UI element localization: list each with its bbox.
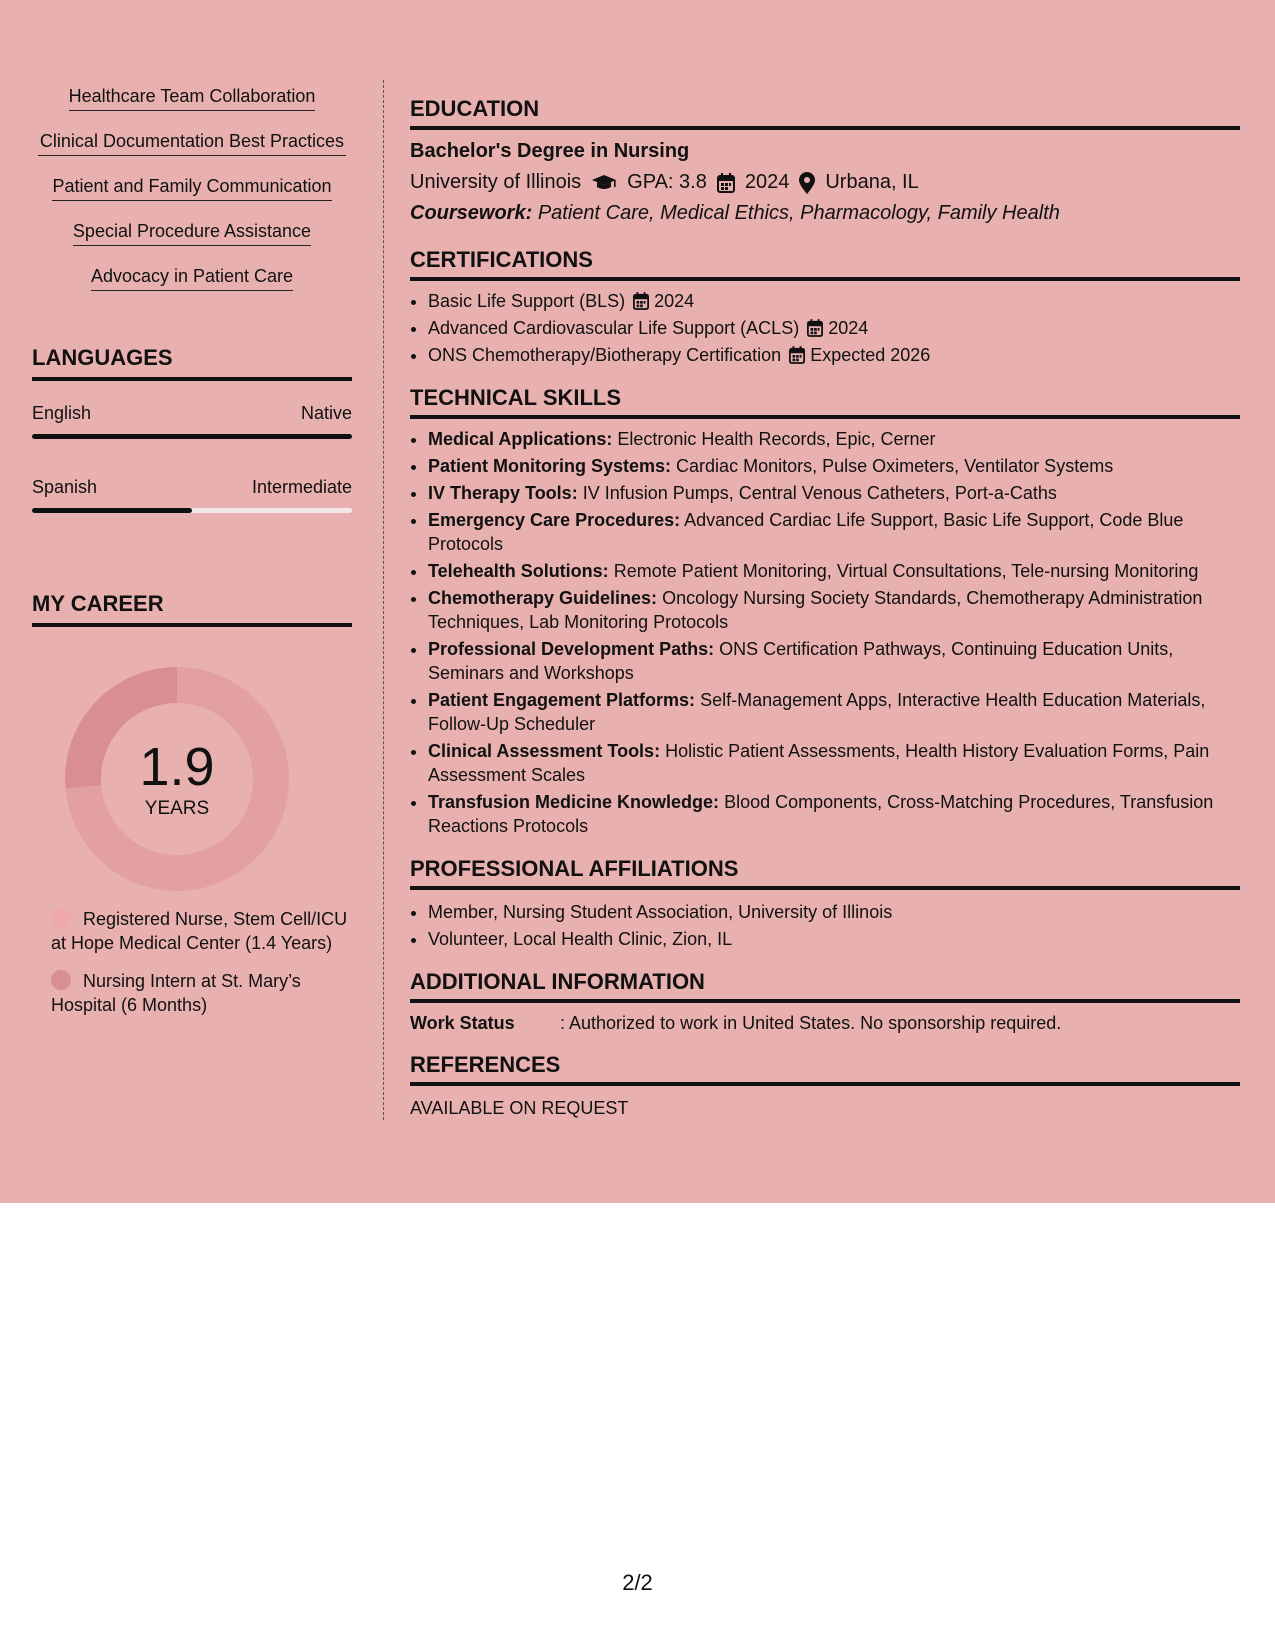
language-bar [32,508,352,513]
education-heading: EDUCATION [410,96,1240,130]
calendar-icon [633,292,649,310]
gpa: GPA: 3.8 [627,171,707,193]
references-text: AVAILABLE ON REQUEST [410,1098,629,1118]
additional-info-heading: ADDITIONAL INFORMATION [410,969,1240,1003]
certification-date: 2024 [828,318,869,338]
technical-skills-heading: TECHNICAL SKILLS [410,385,1240,419]
calendar-icon [717,173,735,193]
calendar-icon [807,319,823,337]
certification-name: Advanced Cardiovascular Life Support (ACLS) [428,318,800,338]
language-row [32,477,352,498]
skill-item: Clinical Documentation Best Practices [38,129,346,156]
references-heading: REFERENCES [410,1052,1240,1086]
skill-item: Special Procedure Assistance [73,219,311,246]
work-status-value: : Authorized to work in United States. No sponsorship required. [560,1013,1062,1033]
technical-skill-text: Self-Management Apps, Interactive Health Education Materials, Follow-Up Scheduler [428,690,1206,734]
coursework [410,202,1240,225]
certification-date-wrap [633,291,694,311]
language-level: Intermediate [251,477,352,497]
certifications-list [410,289,1240,367]
technical-skill-label: Emergency Care Procedures: [428,510,681,530]
affiliation-item: • Member, Nursing Student Association, University of Illinois [428,900,1240,924]
technical-skill-label: Chemotherapy Guidelines: [428,588,658,608]
technical-skill-item [428,508,1240,556]
additional-info-section [410,969,1240,1034]
affiliations-list [410,900,1240,951]
career-unit: YEARS [144,798,210,819]
certification-name: ONS Chemotherapy/Biotherapy Certification [428,345,782,365]
certifications-section [410,247,1240,367]
technical-skill-label: Professional Development Paths: [428,639,715,659]
language-bar-fill [32,434,352,439]
legend-dot [51,908,71,928]
certification-date: 2024 [654,291,695,311]
career-role: Nursing Intern at St. Mary’s Hospital (6 Months) [51,971,301,1015]
affiliation-item: • Volunteer, Local Health Clinic, Zion, IL [428,927,1240,951]
technical-skills-list [410,427,1240,838]
work-status-row [410,1013,1240,1034]
technical-skill-label: Medical Applications: [428,429,613,449]
certification-name: Basic Life Support (BLS) [428,291,626,311]
language-name: Spanish [32,477,98,497]
languages-section [32,345,352,513]
languages-heading: LANGUAGES [32,345,352,381]
skill-item: Healthcare Team Collaboration [69,84,316,111]
column-divider [383,80,384,1120]
technical-skill-item [428,739,1240,787]
language-level: Native [300,403,352,423]
page-number: 2/2 [622,1570,653,1595]
right-column [410,96,1240,1119]
language-row [32,403,352,424]
technical-skill-item [428,688,1240,736]
technical-skills-section [410,385,1240,838]
technical-skill-text: Cardiac Monitors, Pulse Oximeters, Ventilator Systems [676,456,1114,476]
technical-skill-label: IV Therapy Tools: [428,483,578,503]
certification-item [428,316,1240,340]
work-status-label: Work Status [410,1013,515,1033]
coursework-list: Patient Care, Medical Ethics, Pharmacology, Family Health [537,202,1060,224]
career-role: Registered Nurse, Stem Cell/ICU at Hope Medical Center (1.4 Years) [51,909,348,953]
technical-skill-item [428,586,1240,634]
technical-skill-item [428,637,1240,685]
soft-skills-list [32,84,352,309]
technical-skill-item [428,454,1240,478]
calendar-icon [789,346,805,364]
technical-skill-label: Clinical Assessment Tools: [428,741,661,761]
technical-skill-text: Blood Components, Cross-Matching Procedures, Transfusion Reactions Protocols [428,792,1214,836]
career-heading: MY CAREER [32,591,352,627]
technical-skill-text: Electronic Health Records, Epic, Cerner [617,429,936,449]
technical-skill-label: Patient Monitoring Systems: [428,456,672,476]
certifications-heading: CERTIFICATIONS [410,247,1240,281]
skill-item: Advocacy in Patient Care [91,264,293,291]
language-bar [32,434,352,439]
technical-skill-text: Holistic Patient Assessments, Health History Evaluation Forms, Pain Assessment Scales [428,741,1210,785]
technical-skill-text: IV Infusion Pumps, Central Venous Catheters, Port-a-Caths [582,483,1057,503]
career-total-years: 1.9 [139,737,215,797]
technical-skill-label: Telehealth Solutions: [428,561,609,581]
school-location: Urbana, IL [825,171,919,193]
donut-center [65,667,289,891]
career-legend-item [32,969,352,1017]
technical-skill-text: ONS Certification Pathways, Continuing Education Units, Seminars and Workshops [428,639,1174,683]
left-column [32,84,352,1017]
technical-skill-label: Transfusion Medicine Knowledge: [428,792,720,812]
degree-title: Bachelor's Degree in Nursing [410,140,690,162]
certification-item [428,289,1240,313]
technical-skill-item [428,481,1240,505]
career-legend-item [32,907,352,955]
education-details [410,171,1240,194]
map-pin-icon [799,172,815,194]
graduation-cap-icon [591,174,617,192]
technical-skill-item [428,427,1240,451]
career-donut-chart [32,667,352,907]
legend-dot [51,970,71,990]
certification-date-wrap [807,318,868,338]
coursework-label: Coursework: [410,202,533,224]
technical-skill-item [428,790,1240,838]
affiliations-section [410,856,1240,951]
certification-date: Expected 2026 [810,345,931,365]
certification-date-wrap [789,345,930,365]
language-bar-fill [32,508,192,513]
technical-skill-item [428,559,1240,583]
language-name: English [32,403,92,423]
references-section [410,1052,1240,1119]
affiliations-heading: PROFESSIONAL AFFILIATIONS [410,856,1240,890]
career-section [32,591,352,1017]
certification-item [428,343,1240,367]
technical-skill-label: Patient Engagement Platforms: [428,690,696,710]
skill-item: Patient and Family Communication [52,174,331,201]
graduation-year: 2024 [744,171,790,193]
education-section [410,96,1240,225]
school-name: University of Illinois [410,171,582,193]
technical-skill-text: Advanced Cardiac Life Support, Basic Life Support, Code Blue Protocols [428,510,1184,554]
technical-skill-text: Oncology Nursing Society Standards, Chemotherapy Administration Techniques, Lab Monitoring Protocols [428,588,1203,632]
technical-skill-text: Remote Patient Monitoring, Virtual Consultations, Tele-nursing Monitoring [613,561,1199,581]
